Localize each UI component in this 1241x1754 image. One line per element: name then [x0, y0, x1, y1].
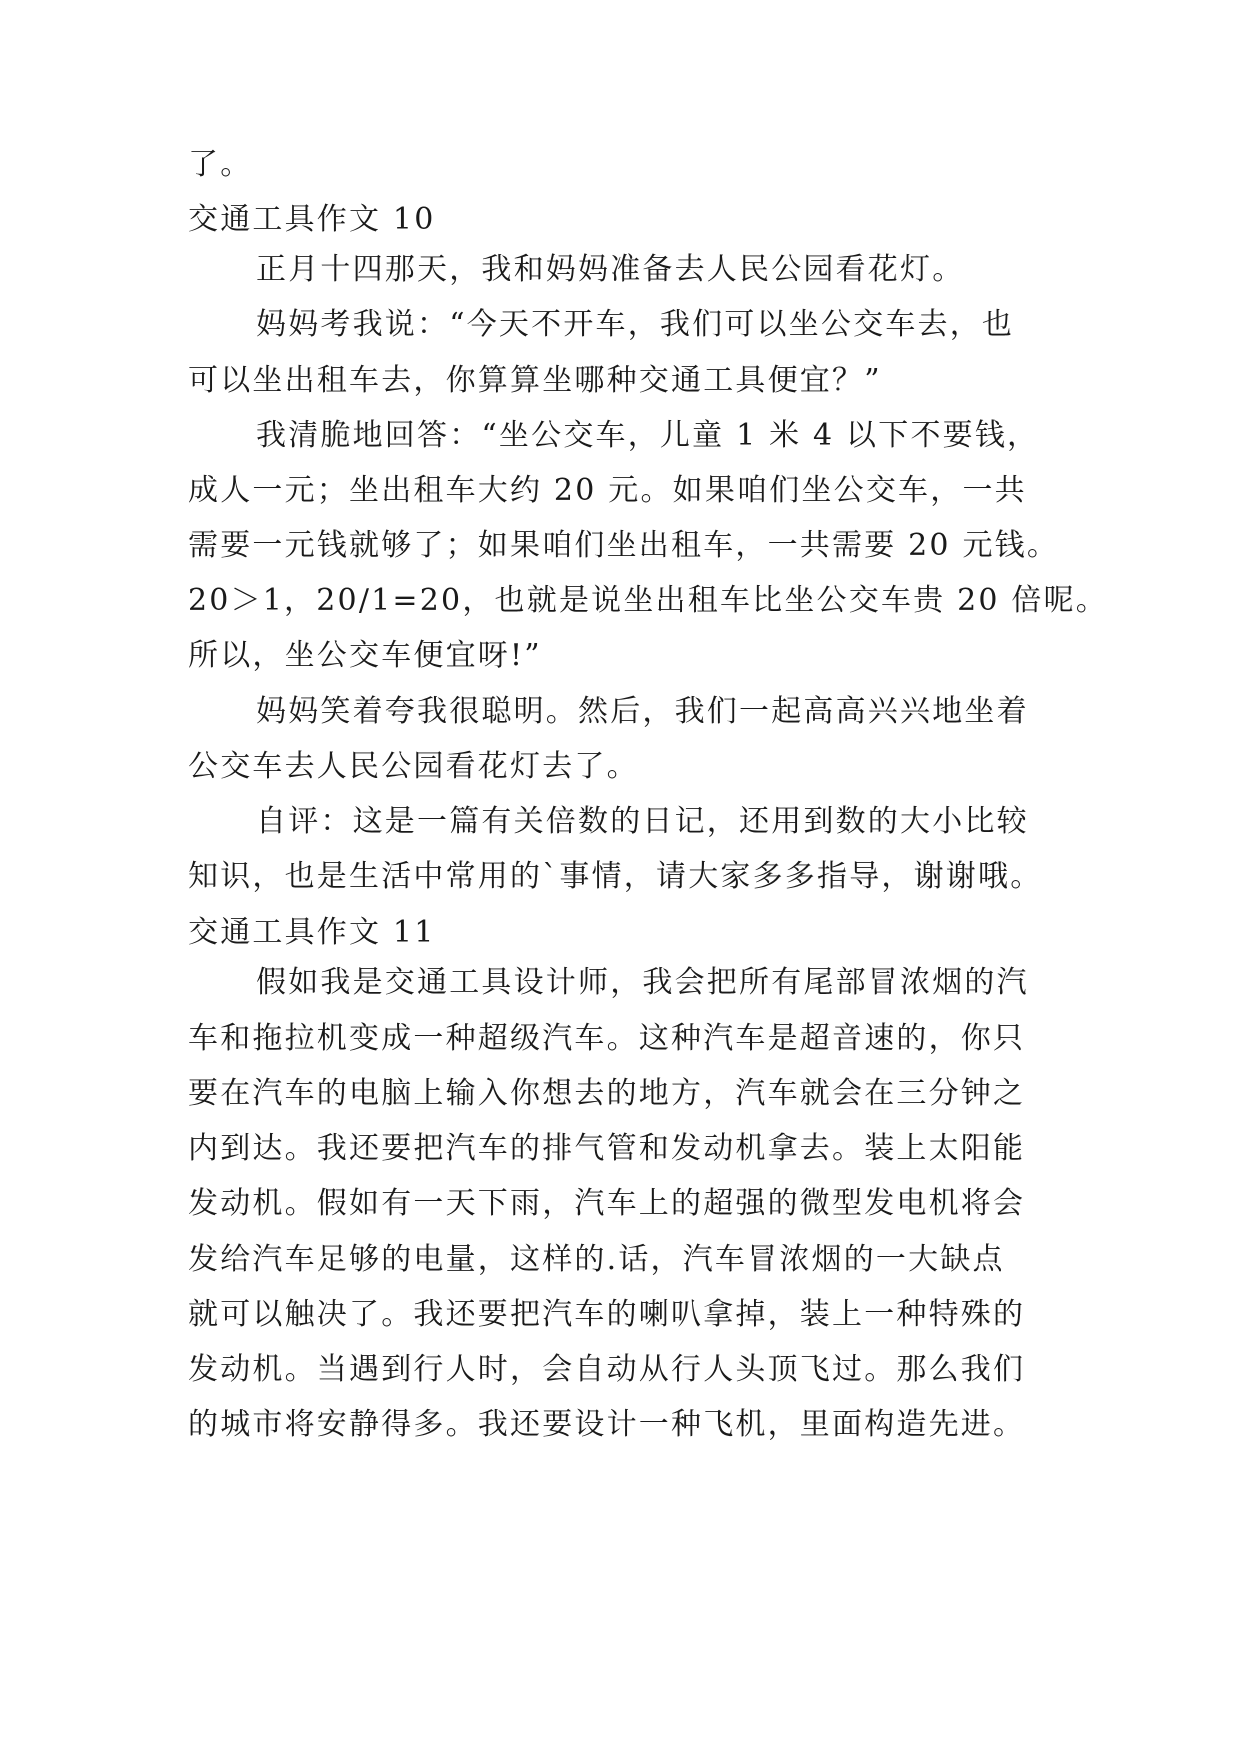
text-line: 需要一元钱就够了；如果咱们坐出租车，一共需要 20 元钱。 [188, 528, 1060, 563]
paragraph-first-line: 妈妈考我说：“今天不开车，我们可以坐公交车去，也 [256, 307, 1015, 342]
paragraph-first-line: 自评：这是一篇有关倍数的日记，还用到数的大小比较 [256, 804, 1029, 839]
text-line: 发动机。假如有一天下雨，汽车上的超强的微型发电机将会 [188, 1186, 1026, 1221]
paragraph-first-line: 妈妈笑着夸我很聪明。然后，我们一起高高兴兴地坐着 [256, 694, 1029, 729]
text-line: 要在汽车的电脑上输入你想去的地方，汽车就会在三分钟之 [188, 1076, 1026, 1111]
text-line: 知识，也是生活中常用的`事情，请大家多多指导，谢谢哦。 [188, 859, 1043, 894]
text-line: 公交车去人民公园看花灯去了。 [188, 749, 639, 784]
text-line: 了。 [188, 147, 253, 182]
text-line: 内到达。我还要把汽车的排气管和发动机拿去。装上太阳能 [188, 1131, 1026, 1166]
essay-heading: 交通工具作文 10 [188, 202, 436, 237]
text-line: 成人一元；坐出租车大约 20 元。如果咱们坐公交车，一共 [188, 473, 1027, 508]
paragraph-first-line: 正月十四那天，我和妈妈准备去人民公园看花灯。 [256, 252, 965, 287]
essay-heading: 交通工具作文 11 [188, 915, 436, 950]
text-line: 车和拖拉机变成一种超级汽车。这种汽车是超音速的，你只 [188, 1021, 1026, 1056]
paragraph-first-line: 我清脆地回答：“坐公交车，儿童 1 米 4 以下不要钱， [256, 418, 1040, 453]
text-line: 可以坐出租车去，你算算坐哪种交通工具便宜？” [188, 363, 882, 398]
text-line: 发动机。当遇到行人时，会自动从行人头顶飞过。那么我们 [188, 1352, 1026, 1387]
text-line: 的城市将安静得多。我还要设计一种飞机，里面构造先进。 [188, 1407, 1026, 1442]
text-line: 发给汽车足够的电量，这样的.话，汽车冒浓烟的一大缺点 [188, 1242, 1005, 1277]
text-line: 20＞1，20/1=20，也就是说坐出租车比坐公交车贵 20 倍呢。 [188, 583, 1108, 618]
text-line: 所以，坐公交车便宜呀!” [188, 638, 542, 673]
paragraph-first-line: 假如我是交通工具设计师，我会把所有尾部冒浓烟的汽 [256, 965, 1029, 1000]
text-line: 就可以触决了。我还要把汽车的喇叭拿掉，装上一种特殊的 [188, 1297, 1026, 1332]
